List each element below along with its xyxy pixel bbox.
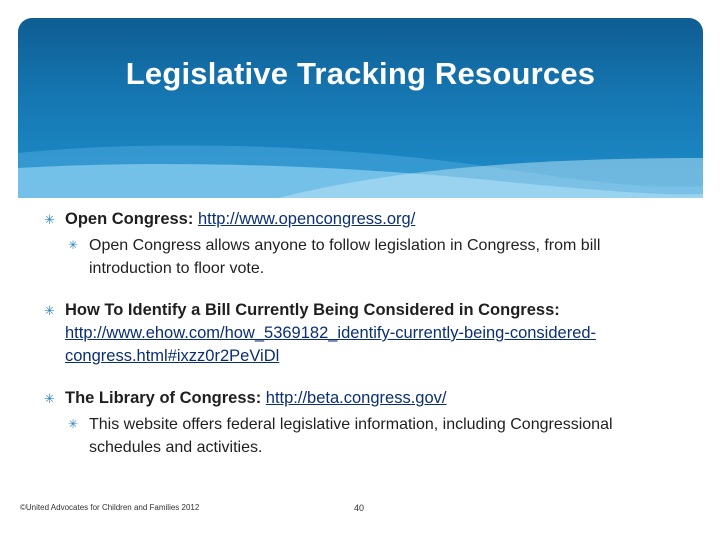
asterisk-bullet-icon: ✳	[68, 238, 79, 252]
bullet-label: How To Identify a Bill Currently Being Considered in Congress:	[65, 301, 560, 319]
sub-list-item	[68, 234, 684, 280]
asterisk-bullet-icon: ✳	[68, 417, 79, 431]
asterisk-bullet-icon: ✳	[44, 212, 55, 227]
ehow-link[interactable]: http://www.ehow.com/how_5369182_identify-currently-being-considered-congress.html#ixzz0r2PeViDl	[65, 324, 597, 365]
list-item	[44, 208, 684, 231]
banner-wave-decoration	[18, 18, 703, 198]
bullet-label: Open Congress:	[65, 210, 198, 228]
page-number: 40	[354, 503, 365, 513]
footer-copyright: ©United Advocates for Children and Families 2012	[20, 503, 200, 512]
opencongress-link[interactable]: http://www.opencongress.org/	[197, 210, 416, 228]
title-banner	[18, 18, 703, 198]
page-title: Legislative Tracking Resources	[125, 56, 596, 91]
library-of-congress-link[interactable]: http://beta.congress.gov/	[265, 389, 447, 407]
asterisk-bullet-icon: ✳	[44, 303, 55, 318]
bullet-label: The Library of Congress:	[65, 389, 266, 407]
sub-item-text: Open Congress allows anyone to follow legislation in Congress, from bill introduction to floor vote.	[89, 237, 601, 277]
list-item	[44, 299, 684, 368]
sub-item-text: This website offers federal legislative information, including Congressional schedules and activities.	[89, 416, 613, 456]
asterisk-bullet-icon: ✳	[44, 391, 55, 406]
list-item	[44, 387, 684, 410]
bullet-list	[44, 208, 684, 459]
sub-list-item	[68, 413, 684, 459]
